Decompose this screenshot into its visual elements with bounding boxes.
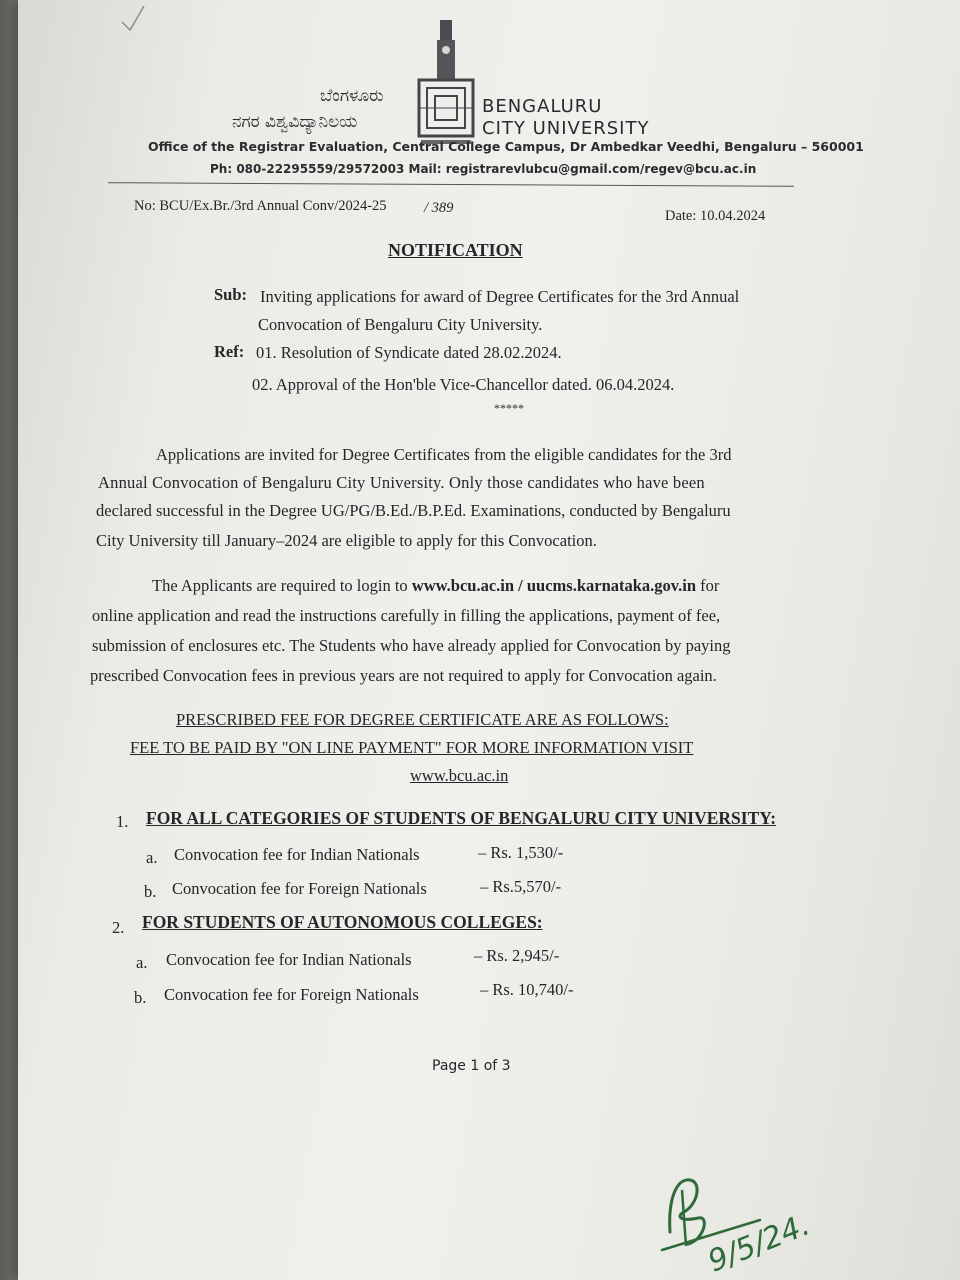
section-2-item-a-fee: – Rs. 2,945/- xyxy=(474,946,560,965)
para1-line2: Annual Convocation of Bengaluru City University. Only those candidates who have been xyxy=(98,473,705,492)
section-1-item-a-letter: a. xyxy=(146,848,158,867)
subject-line1: Inviting applications for award of Degree Certificates for the 3rd Annual xyxy=(260,287,740,306)
para1-line3: declared successful in the Degree UG/PG/B.Ed./B.P.Ed. Examinations, conducted by Bengaluru xyxy=(96,501,731,520)
application-portal-link: www.bcu.ac.in / uucms.karnataka.gov.in xyxy=(411,576,697,595)
reference-item-2: 02. Approval of the Hon'ble Vice-Chancellor dated. 06.04.2024. xyxy=(252,375,675,394)
subject-label: Sub: xyxy=(214,285,248,304)
pen-tick-mark xyxy=(110,0,150,40)
section-1-item-a-fee: – Rs. 1,530/- xyxy=(478,843,564,862)
section-2-item-a-letter: a. xyxy=(136,953,148,972)
para2-line4: prescribed Convocation fees in previous years are not required to apply for Convocation again. xyxy=(90,666,717,685)
section-2-number: 2. xyxy=(112,918,125,937)
section-1-item-a-label: Convocation fee for Indian Nationals xyxy=(174,845,420,864)
reference-number: No: BCU/Ex.Br./3rd Annual Conv/2024-25 xyxy=(134,198,387,214)
para2-line1 xyxy=(152,576,719,596)
separator-stars: ***** xyxy=(494,401,524,415)
para2-line3: submission of enclosures etc. The Students who have already applied for Convocation by paying xyxy=(92,636,731,655)
kannada-name-line1: ಬೆಂಗಳೂರು xyxy=(320,86,384,106)
university-crest-logo xyxy=(415,18,477,150)
university-name-line1: BENGALURU xyxy=(482,96,603,117)
section-2-item-b-label: Convocation fee for Foreign Nationals xyxy=(164,985,419,1004)
para1-line4: City University till January–2024 are eligible to apply for this Convocation. xyxy=(96,531,597,550)
reference-item-1: 01. Resolution of Syndicate dated 28.02.2024. xyxy=(256,343,562,362)
section-2-item-b-letter: b. xyxy=(134,988,147,1007)
para2-line2: online application and read the instructions carefully in filling the applications, payment of fee, xyxy=(92,606,721,625)
para2-line1-text: The Applicants are required to login to xyxy=(152,576,408,595)
page-number: Page 1 of 3 xyxy=(432,1058,511,1074)
reference-label: Ref: xyxy=(214,342,245,361)
section-1-item-b-fee: – Rs.5,570/- xyxy=(480,877,562,896)
handwritten-date: 9/5/24. xyxy=(703,1207,815,1280)
kannada-name-line2: ನಗರ ವಿಶ್ವವಿದ್ಯಾನಿಲಯ xyxy=(232,112,358,132)
fee-heading-line1: PRESCRIBED FEE FOR DEGREE CERTIFICATE ARE AS FOLLOWS: xyxy=(176,710,669,729)
section-1-item-b-label: Convocation fee for Foreign Nationals xyxy=(172,879,427,898)
section-1-title: FOR ALL CATEGORIES OF STUDENTS OF BENGALURU CITY UNIVERSITY: xyxy=(146,808,777,828)
para1-line1: Applications are invited for Degree Certificates from the eligible candidates for the 3rd xyxy=(156,445,732,464)
section-2-item-a-label: Convocation fee for Indian Nationals xyxy=(166,950,412,969)
contact-line: Ph: 080-22295559/29572003 Mail: registrarevlubcu@gmail.com/regev@bcu.ac.in xyxy=(210,162,757,176)
section-2-title: FOR STUDENTS OF AUTONOMOUS COLLEGES: xyxy=(142,912,543,932)
university-name-line2: CITY UNIVERSITY xyxy=(482,118,650,139)
notification-title: NOTIFICATION xyxy=(388,240,523,260)
reference-handwritten: / 389 xyxy=(424,200,454,216)
para2-line1-end: for xyxy=(700,576,720,595)
notification-date: Date: 10.04.2024 xyxy=(665,208,766,224)
section-1-item-b-letter: b. xyxy=(144,882,157,901)
subject-line2: Convocation of Bengaluru City University. xyxy=(258,315,543,334)
fee-heading-website: www.bcu.ac.in xyxy=(410,766,509,785)
fee-heading-line2: FEE TO BE PAID BY "ON LINE PAYMENT" FOR MORE INFORMATION VISIT xyxy=(130,738,694,757)
office-address: Office of the Registrar Evaluation, Central College Campus, Dr Ambedkar Veedhi, Bengaluru – 560001 xyxy=(148,139,864,154)
section-1-number: 1. xyxy=(116,812,129,831)
section-2-item-b-fee: – Rs. 10,740/- xyxy=(480,980,574,999)
